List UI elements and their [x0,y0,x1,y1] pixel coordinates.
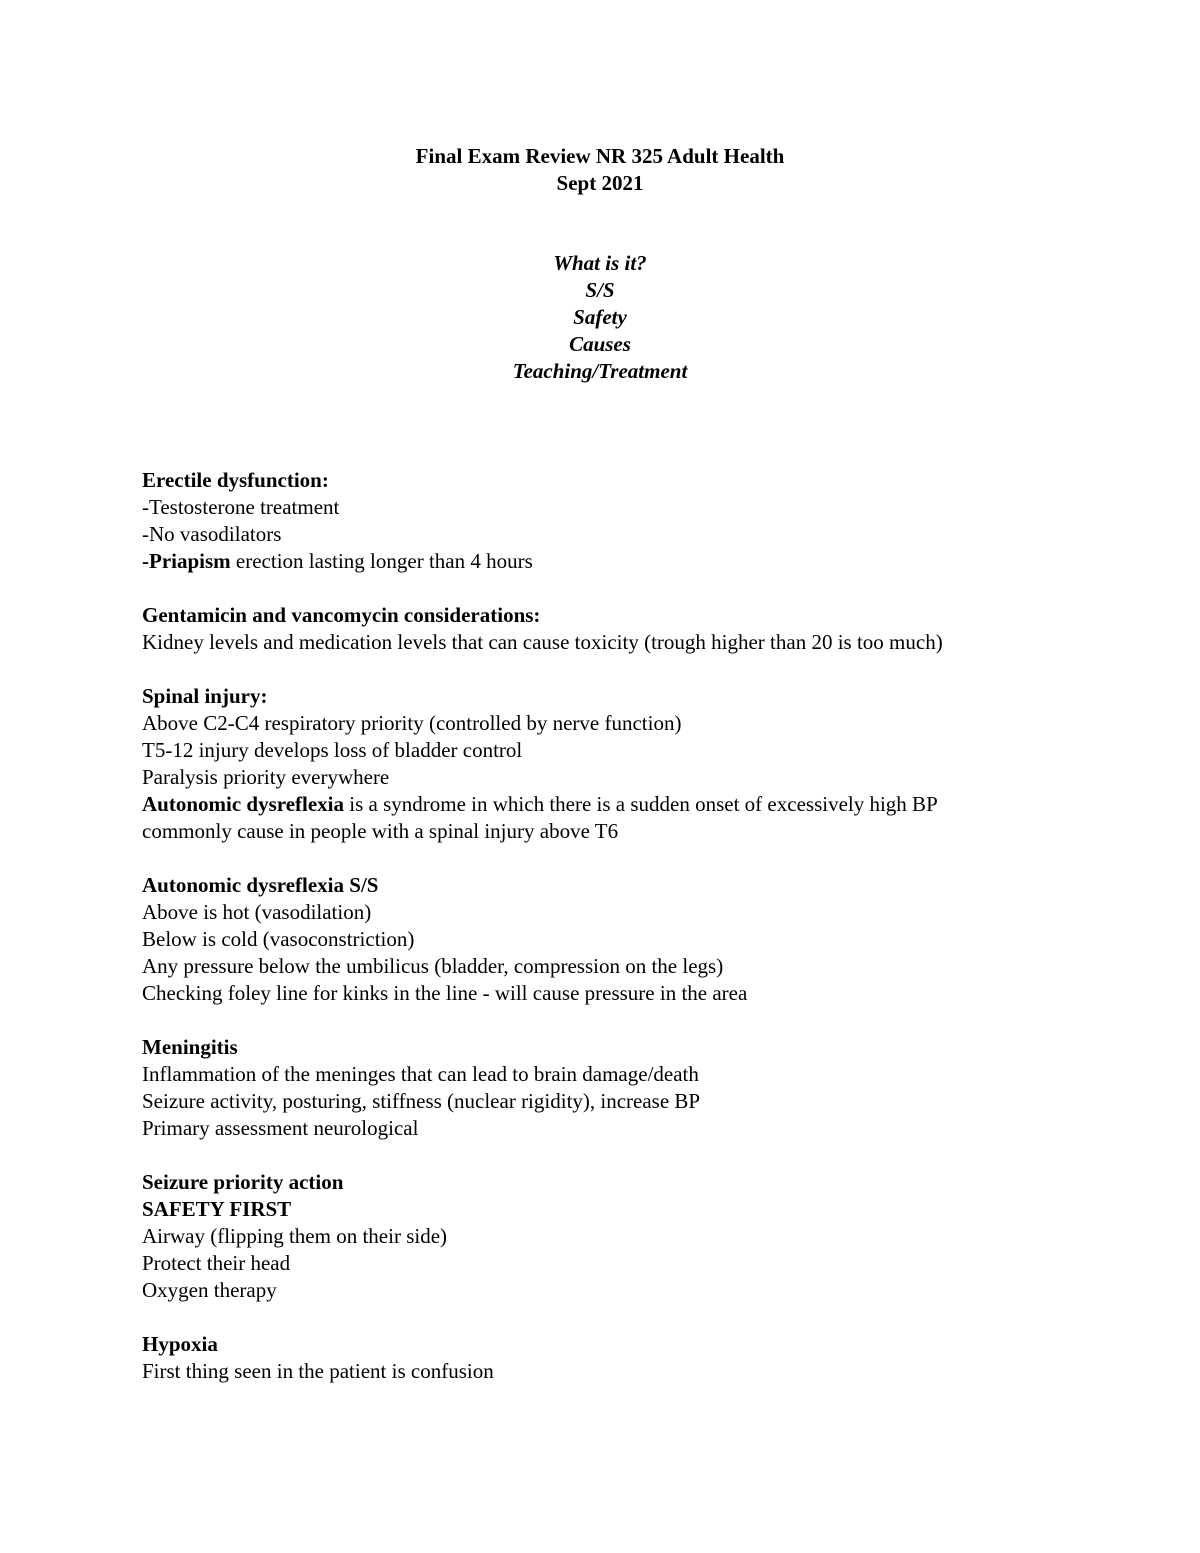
section-hypoxia [142,1331,1142,1385]
document-date: Sept 2021 [556,171,644,195]
body-line [142,548,1142,575]
body-line: -No vasodilators [142,522,282,546]
section-heading: Erectile dysfunction: [142,468,329,492]
section-heading: Gentamicin and vancomycin considerations: [142,603,541,627]
body-line: Any pressure below the umbilicus (bladder, compression on the legs) [142,954,724,978]
body-line: Primary assessment neurological [142,1116,419,1140]
section-heading: Autonomic dysreflexia S/S [142,873,379,897]
section-heading: Seizure priority action [142,1170,344,1194]
body-line: T5-12 injury develops loss of bladder control [142,738,523,762]
bold-term: Autonomic dysreflexia [142,792,345,816]
section-autonomic-dysreflexia [142,872,1142,1007]
outline-item: Teaching/Treatment [512,359,688,383]
section-heading: Meningitis [142,1035,238,1059]
body-line: commonly cause in people with a spinal injury above T6 [142,819,619,843]
body-line: Checking foley line for kinks in the line - will cause pressure in the area [142,981,748,1005]
section-heading: Hypoxia [142,1332,218,1356]
line-text: erection lasting longer than 4 hours [230,549,533,573]
bold-term: Priapism [149,549,231,573]
outline-item: Causes [569,332,631,356]
body-line: First thing seen in the patient is confusion [142,1359,494,1383]
section-heading: Spinal injury: [142,684,268,708]
body-line: Above C2-C4 respiratory priority (controlled by nerve function) [142,711,682,735]
body-line: Below is cold (vasoconstriction) [142,927,415,951]
line-text: is a syndrome in which there is a sudden onset of excessively high BP [344,792,938,816]
body-line: Airway (flipping them on their side) [142,1224,448,1248]
body-line [142,791,1142,818]
document-body [142,467,1142,1412]
topic-outline [0,250,1200,385]
body-line: Oxygen therapy [142,1278,277,1302]
outline-item: S/S [585,278,615,302]
outline-item: Safety [573,305,627,329]
body-line: Above is hot (vasodilation) [142,900,372,924]
body-line: Seizure activity, posturing, stiffness (nuclear rigidity), increase BP [142,1089,701,1113]
document-title: Final Exam Review NR 325 Adult Health [415,144,785,168]
body-line: -Testosterone treatment [142,495,340,519]
body-line: Paralysis priority everywhere [142,765,390,789]
body-line: Inflammation of the meninges that can lead to brain damage/death [142,1062,699,1086]
line-prefix: - [142,549,149,573]
outline-item: What is it? [553,251,647,275]
section-subheading: SAFETY FIRST [142,1197,292,1221]
body-line: Kidney levels and medication levels that can cause toxicity (trough higher than 20 is too much) [142,630,943,654]
section-seizure [142,1169,1142,1304]
section-gentamicin-vancomycin [142,602,1142,656]
body-line: Protect their head [142,1251,291,1275]
section-meningitis [142,1034,1142,1142]
section-spinal-injury [142,683,1142,845]
section-erectile-dysfunction [142,467,1142,575]
